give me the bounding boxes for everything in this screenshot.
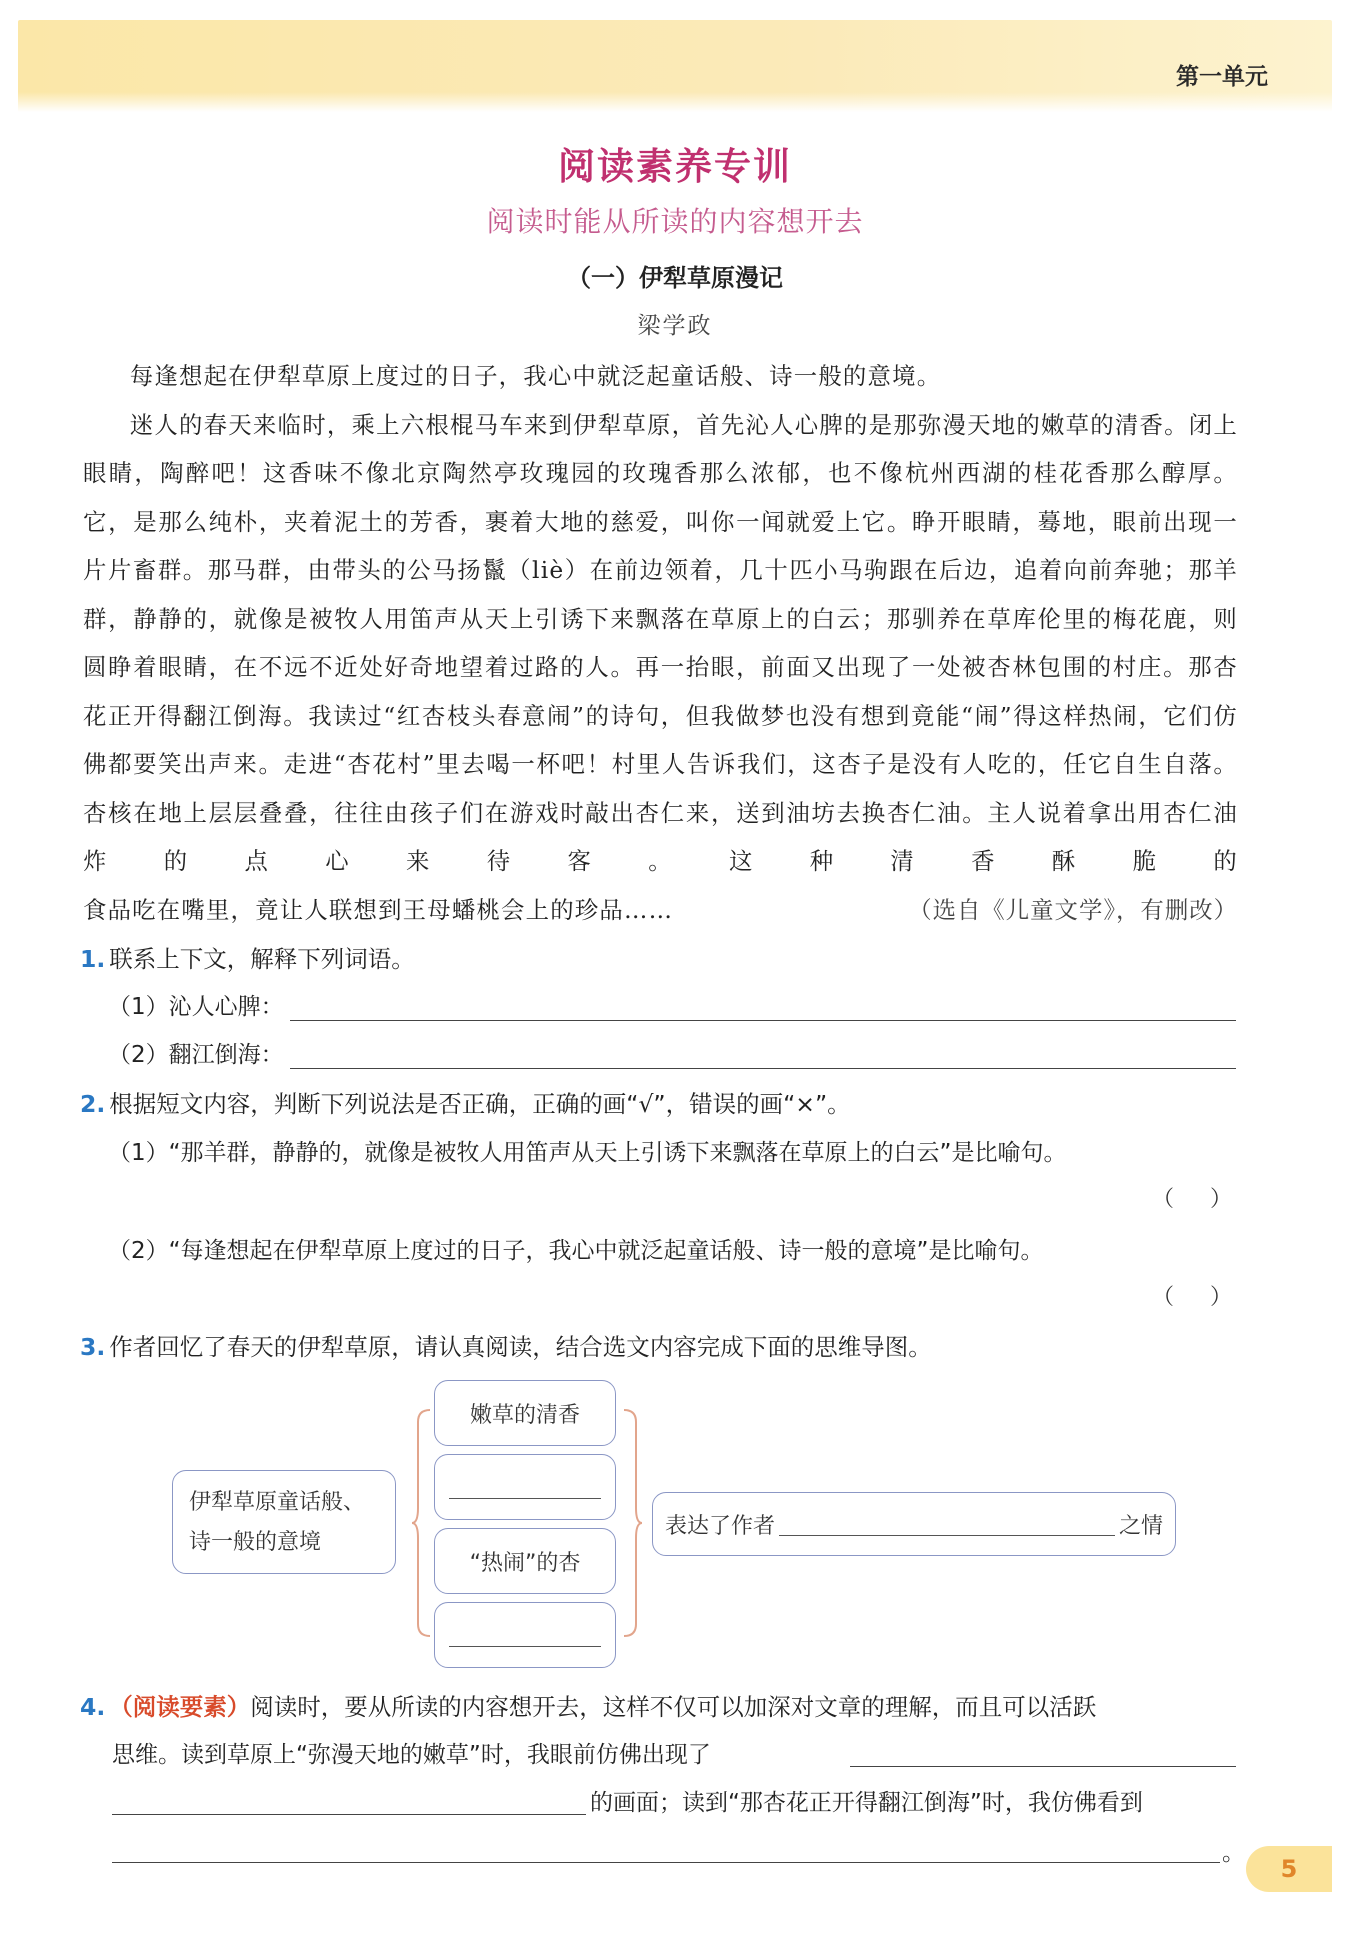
question-4-tag: （阅读要素） xyxy=(109,1693,251,1721)
passage-paragraph-1: 每逢想起在伊犁草原上度过的日子，我心中就泛起童话般、诗一般的意境。 xyxy=(129,362,942,390)
mindmap-item-2-blank[interactable] xyxy=(434,1454,616,1520)
page-number: 5 xyxy=(1246,1846,1332,1892)
question-4-line-1: 阅读时，要从所读的内容想开去，这样不仅可以加深对文章的理解，而且可以活跃 xyxy=(250,1693,1097,1721)
answer-line-4-3[interactable] xyxy=(112,1862,1220,1863)
right-brace-icon xyxy=(620,1408,644,1638)
answer-line-1-1[interactable] xyxy=(290,1020,1236,1021)
mindmap-item-3-text: “热闹”的杏 xyxy=(469,1550,581,1576)
answer-line-4-2[interactable] xyxy=(112,1814,586,1815)
answer-line-4-1[interactable] xyxy=(850,1766,1236,1767)
question-1 xyxy=(80,940,415,974)
question-3-text: 作者回忆了春天的伊犁草原，请认真阅读，结合选文内容完成下面的思维导图。 xyxy=(109,1333,932,1361)
mindmap-item-1-text: 嫩草的清香 xyxy=(469,1402,580,1428)
paren-open: （ xyxy=(1152,1187,1175,1212)
mindmap-item-4-answer-line[interactable] xyxy=(449,1646,601,1647)
answer-line-1-2[interactable] xyxy=(290,1068,1236,1069)
mindmap-root-line-2: 诗一般的意境 xyxy=(189,1530,322,1555)
mindmap-item-2-answer-line[interactable] xyxy=(449,1498,601,1499)
paren-open: （ xyxy=(1152,1285,1175,1310)
passage-last-text: 食品吃在嘴里，竟让人联想到王母蟠桃会上的珍品…… xyxy=(83,895,674,924)
mindmap-conclusion-answer-line[interactable] xyxy=(779,1513,1115,1536)
unit-label: 第一单元 xyxy=(1176,64,1268,90)
mindmap-root-line-1: 伊犁草原童话般、 xyxy=(189,1490,366,1515)
question-2-number: 2. xyxy=(80,1090,106,1118)
question-3-number: 3. xyxy=(80,1333,106,1361)
question-1-item-2: （2）翻江倒海： xyxy=(108,1042,284,1068)
question-4-line-3: 的画面；读到“那杏花正开得翻江倒海”时，我仿佛看到 xyxy=(590,1790,1143,1816)
mindmap-root xyxy=(172,1470,396,1574)
question-4-line-2: 思维。读到草原上“弥漫天地的嫩草”时，我眼前仿佛出现了 xyxy=(112,1742,711,1768)
mindmap-conclusion xyxy=(652,1492,1176,1556)
mindmap-item-1 xyxy=(434,1380,616,1446)
question-1-number: 1. xyxy=(80,945,106,973)
answer-paren-2-1[interactable] xyxy=(1152,1182,1232,1213)
paren-close: ） xyxy=(1209,1187,1232,1212)
passage-last-line xyxy=(83,886,1238,935)
question-3 xyxy=(80,1328,932,1362)
question-2-item-2: （2）“每逢想起在伊犁草原上度过的日子，我心中就泛起童话般、诗一般的意境”是比喻句。 xyxy=(108,1238,1044,1264)
mindmap-conclusion-prefix: 表达了作者 xyxy=(665,1513,776,1539)
question-2-item-1: （1）“那羊群，静静的，就像是被牧人用笛声从天上引诱下来飘落在草原上的白云”是比喻句。 xyxy=(108,1140,1067,1166)
header-band xyxy=(18,20,1332,112)
page-subtitle: 阅读时能从所读的内容想开去 xyxy=(486,205,864,238)
question-4-end: 。 xyxy=(1222,1840,1245,1866)
question-2 xyxy=(80,1085,851,1119)
question-1-text: 联系上下文，解释下列词语。 xyxy=(109,945,415,973)
mindmap-conclusion-suffix: 之情 xyxy=(1118,1513,1163,1539)
passage-body xyxy=(83,352,1238,934)
mindmap-item-3 xyxy=(434,1528,616,1594)
question-4-number: 4. xyxy=(80,1693,106,1721)
answer-paren-2-2[interactable] xyxy=(1152,1280,1232,1311)
question-2-text: 根据短文内容，判断下列说法是否正确，正确的画“√”，错误的画“×”。 xyxy=(109,1090,851,1118)
page-title: 阅读素养专训 xyxy=(558,145,792,188)
passage-title: （一）伊犁草原漫记 xyxy=(567,264,783,292)
question-1-item-1: （1）沁人心脾： xyxy=(108,994,284,1020)
passage-paragraph-2: 迷人的春天来临时，乘上六根棍马车来到伊犁草原，首先沁人心脾的是那弥漫天地的嫩草的清香。闭上眼睛，陶醉吧！这香味不像北京陶然亭玫瑰园的玫瑰香那么浓郁，也不像杭州西湖的桂花香那么醇厚。它，是那么纯朴，夹着泥土的芳香，裹着大地的慈爱，叫你一闻就爱上它。睁开眼睛，蓦地，眼前出现一片片畜群。那马群，由带头的公马扬鬣（liè）在前边领着，几十匹小马驹跟在后边，追着向前奔驰；那羊群，静静的，就像是被牧人用笛声从天上引诱下来飘落在草原上的白云；那驯养在草库伦里的梅花鹿，则圆睁着眼睛，在不远不近处好奇地望着过路的人。再一抬眼，前面又出现了一处被杏林包围的村庄。那杏花正开得翻江倒海。我读过“红杏枝头春意闹”的诗句，但我做梦也没有想到竟能“闹”得这样热闹，它们仿佛都要笑出声来。走进“杏花村”里去喝一杯吧！村里人告诉我们，这杏子是没有人吃的，任它自生自落。杏核在地上层层叠叠，往往由孩子们在游戏时敲出杏仁来，送到油坊去换杏仁油。主人说着拿出用杏仁油炸的点心来待客。这种清香酥脆的 xyxy=(83,410,1238,875)
question-4 xyxy=(80,1688,1096,1722)
paren-close: ） xyxy=(1209,1285,1232,1310)
passage-source: （选自《儿童文学》，有删改） xyxy=(908,895,1238,924)
mindmap-item-4-blank[interactable] xyxy=(434,1602,616,1668)
left-brace-icon xyxy=(410,1408,434,1638)
passage-author: 梁学政 xyxy=(637,313,713,339)
